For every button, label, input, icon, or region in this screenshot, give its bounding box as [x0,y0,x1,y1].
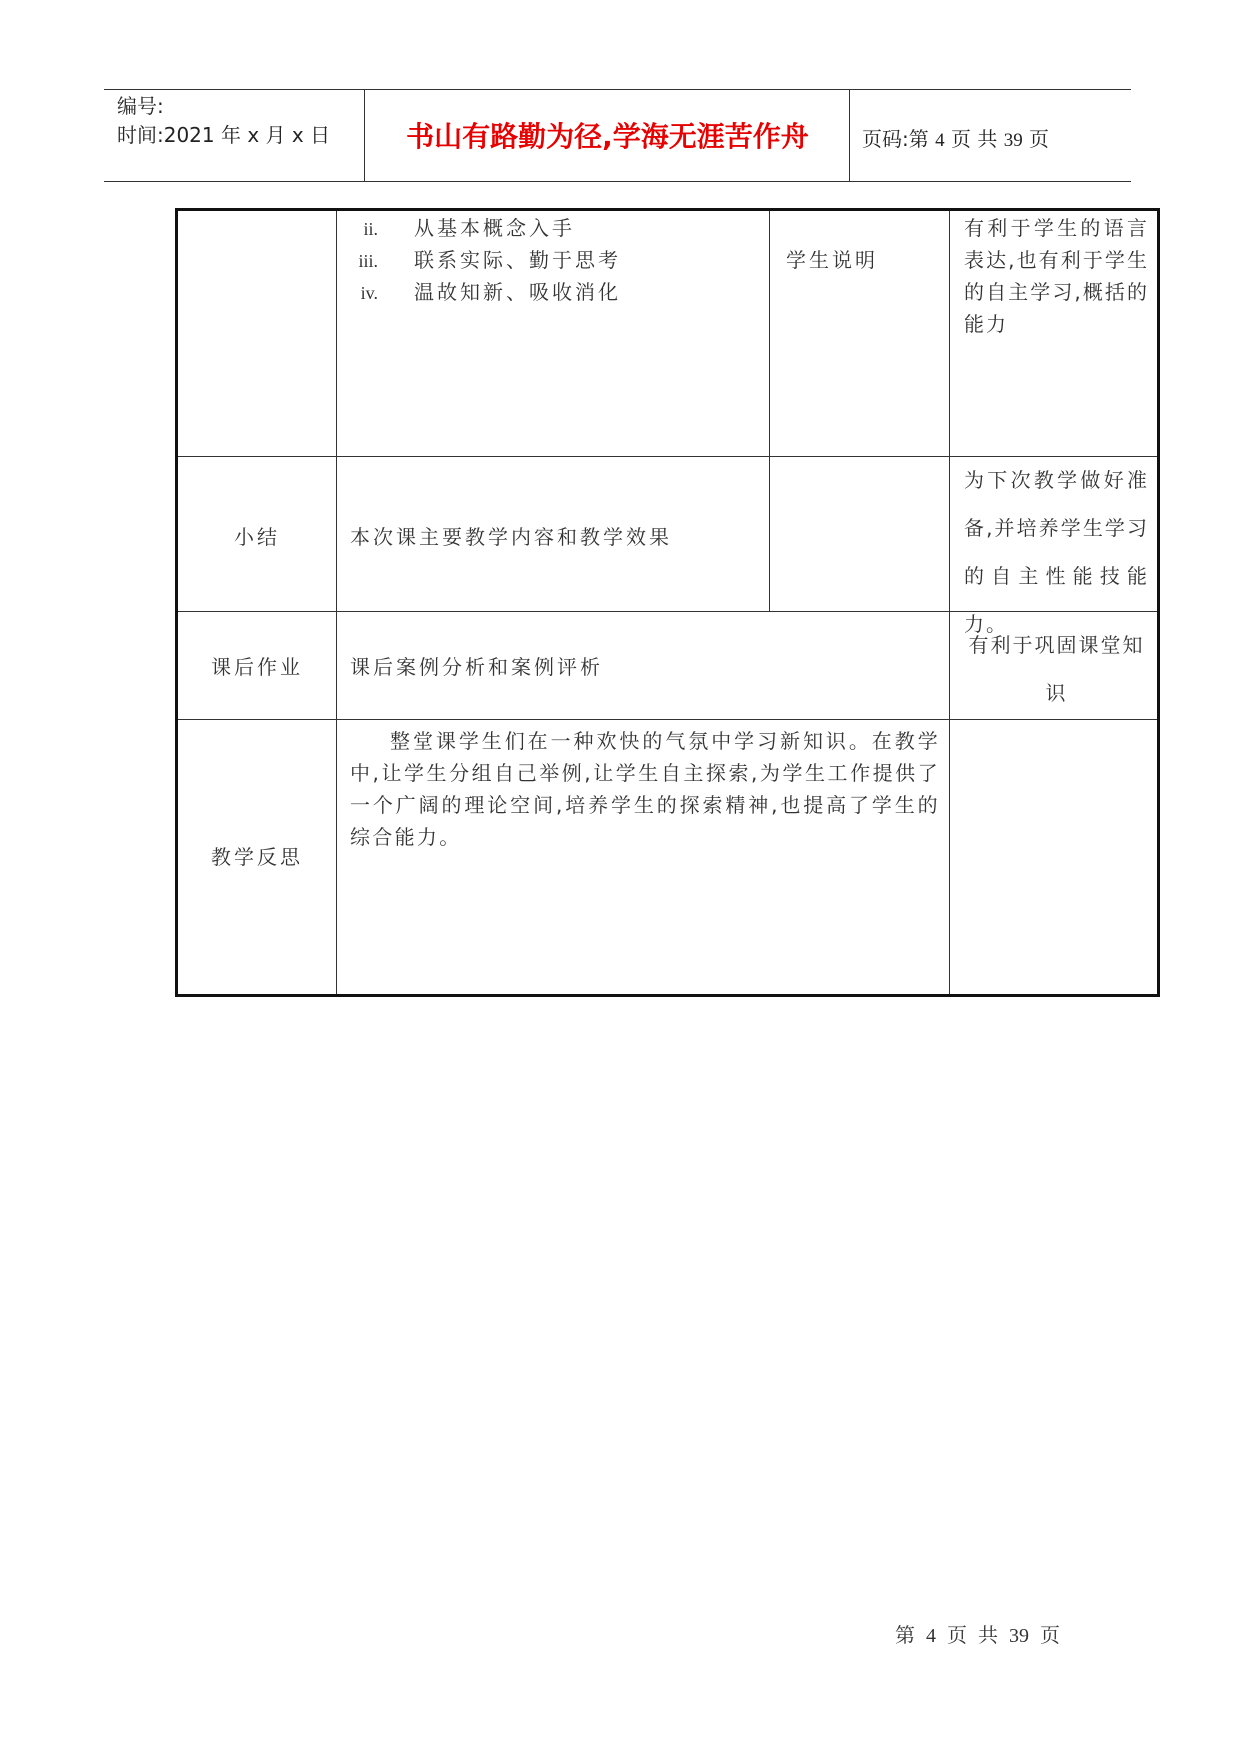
lesson-table [175,208,1160,997]
list-numeral: iii. [358,251,378,271]
row3-content: 课后案例分析和案例评析 [350,655,603,679]
header-date-label: 时间:2021 年 x 月 x 日 [117,123,331,147]
list-item [338,212,768,244]
col-divider-note [949,211,950,994]
row4-label: 教学反思 [211,845,303,869]
header-number-label: 编号: [117,94,164,118]
page-footer: 第 4 页 共 39 页 [895,1625,1060,1647]
header-page-prefix: 页码:第 [862,127,936,151]
header-page-current: 4 [935,130,945,151]
row1-content [338,212,768,308]
header-divider-right [849,89,850,181]
list-text: 从基本概念入手 [414,216,575,240]
list-item [338,276,768,308]
list-item [338,244,768,276]
row-divider-3 [178,719,1157,720]
row2-note: 为下次教学做好准备,并培养学生学习的自主性能技能力。 [964,468,1149,636]
list-numeral: iv. [360,283,378,303]
header-page-suffix: 页 [1022,127,1050,151]
header-page-mid: 页 共 [944,127,1004,151]
header-divider-left [364,89,365,181]
header-motto: 书山有路勤为径,学海无涯苦作舟 [406,120,809,153]
header-top-rule [104,89,1131,90]
row4-content: 整堂课学生们在一种欢快的气氛中学习新知识。在教学中,让学生分组自己举例,让学生自主探索,为学生工作提供了一个广阔的理论空间,培养学生的探索精神,也提高了学生的综合能力。 [350,729,940,849]
col-divider-activity [769,211,770,611]
list-text: 温故知新、吸收消化 [414,280,621,304]
row1-activity: 学生说明 [786,248,878,272]
header-meta [117,92,330,150]
row2-label: 小结 [234,525,280,549]
col-divider-label [336,211,337,994]
header-bottom-rule [104,181,1131,182]
header-page-info [862,123,1049,152]
row2-content: 本次课主要教学内容和教学效果 [350,525,672,549]
header-page-total: 39 [1003,130,1023,151]
row3-label: 课后作业 [211,655,303,679]
list-text: 联系实际、勤于思考 [414,248,621,272]
list-numeral: ii. [363,219,378,239]
row3-note: 有利于巩固课堂知识 [968,633,1145,705]
row1-note: 有利于学生的语言表达,也有利于学生的自主学习,概括的能力 [964,216,1149,336]
